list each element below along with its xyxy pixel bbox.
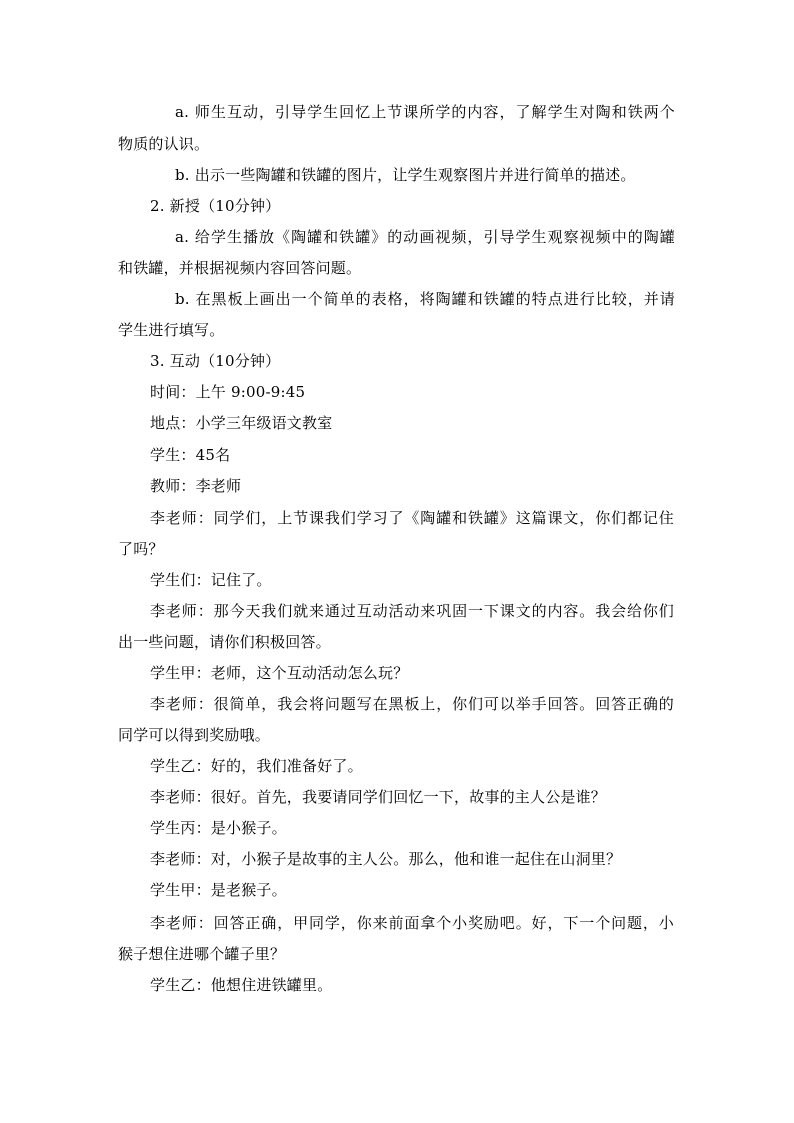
text-line: 学生进行填写。 bbox=[118, 321, 225, 339]
text-line: b. 在黑板上画出一个简单的表格，将陶罐和铁罐的特点进行比较，并请 bbox=[175, 290, 675, 308]
dialogue-line: 同学可以得到奖励哦。 bbox=[118, 726, 271, 744]
section-heading: 2. 新授（10分钟） bbox=[150, 197, 281, 215]
text-line: 地点：小学三年级语文教室 bbox=[150, 414, 333, 432]
dialogue-line: 李老师：很好。首先，我要请同学们回忆一下，故事的主人公是谁？ bbox=[150, 788, 607, 806]
dialogue-line: 学生丙：是小猴子。 bbox=[150, 819, 287, 837]
dialogue-line: 李老师：回答正确，甲同学，你来前面拿个小奖励吧。好，下一个问题，小 bbox=[150, 914, 674, 932]
dialogue-line: 李老师：对，小猴子是故事的主人公。那么，他和谁一起住在山洞里？ bbox=[150, 850, 622, 868]
dialogue-line: 李老师：很简单，我会将问题写在黑板上，你们可以举手回答。回答正确的 bbox=[150, 695, 674, 713]
dialogue-line: 李老师：同学们，上节课我们学习了《陶罐和铁罐》这篇课文，你们都记住 bbox=[150, 509, 674, 527]
text-line: 物质的认识。 bbox=[118, 135, 210, 153]
dialogue-line: 学生乙：他想住进铁罐里。 bbox=[150, 976, 333, 994]
dialogue-line: 学生们：记住了。 bbox=[150, 571, 272, 589]
text-line: 时间：上午 9:00-9:45 bbox=[150, 383, 306, 401]
text-line: a. 师生互动，引导学生回忆上节课所学的内容，了解学生对陶和铁两个 bbox=[175, 103, 675, 121]
dialogue-line: 了吗？ bbox=[118, 540, 164, 558]
section-heading: 3. 互动（10分钟） bbox=[150, 352, 281, 370]
text-line: 和铁罐，并根据视频内容回答问题。 bbox=[118, 259, 362, 277]
text-line: a. 给学生播放《陶罐和铁罐》的动画视频，引导学生观察视频中的陶罐 bbox=[175, 228, 675, 246]
dialogue-line: 出一些问题，请你们积极回答。 bbox=[118, 633, 331, 651]
text-line: 教师：李老师 bbox=[150, 477, 242, 495]
text-line: 学生：45名 bbox=[150, 446, 231, 464]
dialogue-line: 学生甲：是老猴子。 bbox=[150, 881, 287, 899]
text-line: b. 出示一些陶罐和铁罐的图片，让学生观察图片并进行简单的描述。 bbox=[175, 166, 636, 184]
dialogue-line: 学生乙：好的，我们准备好了。 bbox=[150, 757, 363, 775]
dialogue-line: 猴子想住进哪个罐子里？ bbox=[118, 945, 286, 963]
dialogue-line: 李老师：那今天我们就来通过互动活动来巩固一下课文的内容。我会给你们 bbox=[150, 602, 674, 620]
dialogue-line: 学生甲：老师，这个互动活动怎么玩？ bbox=[150, 664, 409, 682]
